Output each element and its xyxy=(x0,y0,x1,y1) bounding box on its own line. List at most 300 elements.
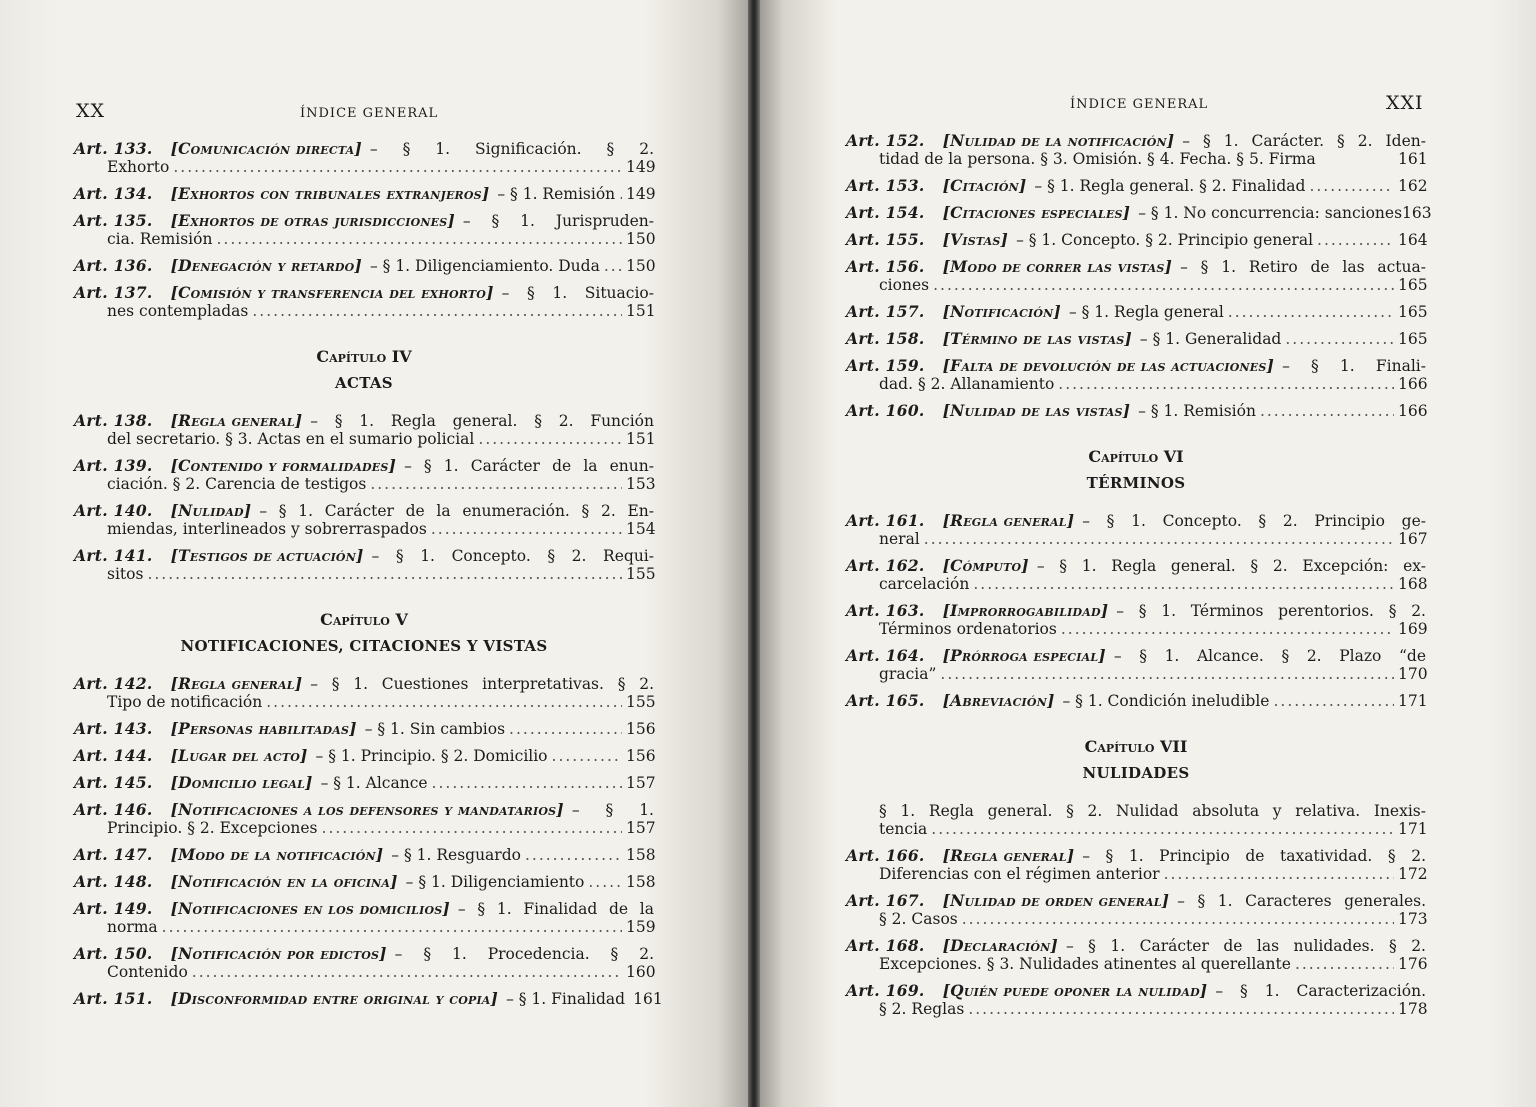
chapter-title: NOTIFICACIONES, CITACIONES Y VISTAS xyxy=(180,637,548,655)
article-title: [Improrrogabilidad] xyxy=(942,601,1109,620)
dot-leader xyxy=(1309,177,1394,195)
dot-leader xyxy=(1164,865,1394,883)
chapter-title: NULIDADES xyxy=(1082,764,1190,782)
dot-leader xyxy=(266,693,622,711)
article-number: Art. 143. xyxy=(74,719,153,738)
entry-line xyxy=(846,402,1426,420)
dot-leader xyxy=(1295,955,1394,973)
entry-line xyxy=(74,185,654,203)
article-number: Art. 167. xyxy=(846,891,925,910)
article-title: [Citaciones especiales] xyxy=(942,203,1131,222)
dot-leader xyxy=(1273,692,1394,710)
entry-description: ciones xyxy=(879,276,930,294)
entry-description: – § 1. Retiro de las actua- xyxy=(1180,258,1426,276)
article-title: [Nulidad de las vistas] xyxy=(942,401,1131,420)
article-title: [Testigos de actuación] xyxy=(170,546,364,565)
entry-line xyxy=(74,412,654,430)
index-entry xyxy=(846,132,1426,168)
entry-description: – § 1. Principio de taxatividad. § 2. xyxy=(1082,847,1426,865)
page-reference: 161 xyxy=(1398,150,1428,168)
index-entry xyxy=(74,185,654,203)
page-number: XXI xyxy=(1386,92,1424,114)
entry-line xyxy=(846,892,1426,910)
entry-description: – § 1. Carácter. § 2. Iden- xyxy=(1182,132,1426,150)
article-number: Art. 148. xyxy=(74,872,153,891)
entry-line xyxy=(846,820,1426,838)
entry-line xyxy=(846,802,1426,820)
running-head: ÍNDICE GENERAL xyxy=(300,106,439,121)
entry-description: – § 1. Generalidad xyxy=(1139,330,1282,348)
article-title: [Exhortos con tribunales extranjeros] xyxy=(170,184,490,203)
entry-line xyxy=(74,846,654,864)
article-number: Art. 137. xyxy=(74,283,153,302)
dot-leader xyxy=(619,185,622,203)
entry-line xyxy=(846,258,1426,276)
entry-line xyxy=(74,675,654,693)
page-reference: 156 xyxy=(626,720,656,738)
dot-leader xyxy=(1058,375,1394,393)
entry-description: – § 1. Regla general. § 2. Función xyxy=(310,412,654,430)
dot-leader xyxy=(1061,620,1394,638)
page-reference: 163 xyxy=(1402,204,1432,222)
article-number: Art. 156. xyxy=(846,257,925,276)
page-reference: 165 xyxy=(1398,276,1428,294)
entry-description: Principio. § 2. Excepciones xyxy=(107,819,318,837)
entry-description: Excepciones. § 3. Nulidades atinentes al querellante xyxy=(879,955,1291,973)
entry-line xyxy=(846,647,1426,665)
entry-description: Tipo de notificación xyxy=(107,693,263,711)
page-reference: 149 xyxy=(626,185,656,203)
article-number: Art. 159. xyxy=(846,356,925,375)
index-entry xyxy=(74,945,654,981)
article-number: Art. 152. xyxy=(846,131,925,150)
article-title: [Vistas] xyxy=(942,230,1009,249)
article-title: [Notificaciones en los domicilios] xyxy=(170,899,450,918)
page-reference: 171 xyxy=(1398,692,1428,710)
page-reference: 165 xyxy=(1398,303,1428,321)
entry-line xyxy=(846,357,1426,375)
page-reference: 170 xyxy=(1398,665,1428,683)
entry-line xyxy=(74,158,654,176)
entry-description: norma xyxy=(107,918,158,936)
index-entry xyxy=(846,647,1426,683)
page-reference: 161 xyxy=(633,990,663,1008)
index-entry xyxy=(74,502,654,538)
page-reference: 169 xyxy=(1398,620,1428,638)
entry-description: – § 1. Concepto. § 2. Requi- xyxy=(371,547,654,565)
left-page xyxy=(0,0,748,1107)
index-entry xyxy=(846,330,1426,348)
dot-leader xyxy=(604,257,622,275)
index-entry xyxy=(74,212,654,248)
entry-description: sitos xyxy=(107,565,144,583)
entry-line xyxy=(74,900,654,918)
entry-description: Diferencias con el régimen anterior xyxy=(879,865,1160,883)
index-entry xyxy=(846,177,1426,195)
article-title: [Término de las vistas] xyxy=(942,329,1132,348)
entry-line xyxy=(74,801,654,819)
entry-description: tidad de la persona. § 3. Omisión. § 4. Fecha. § 5. Firma xyxy=(879,150,1316,168)
index-entry xyxy=(846,982,1426,1018)
entry-description: del secretario. § 3. Actas en el sumario policial xyxy=(107,430,475,448)
dot-leader xyxy=(588,873,622,891)
article-number: Art. 150. xyxy=(74,944,153,963)
dot-leader xyxy=(1228,303,1394,321)
entry-line xyxy=(74,774,654,792)
article-title: [Prórroga especial] xyxy=(942,646,1106,665)
entry-description: – § 1. Remisión xyxy=(1138,402,1256,420)
entry-line xyxy=(846,375,1426,393)
chapter-title: TÉRMINOS xyxy=(1086,474,1186,492)
entry-description: – § 1. Carácter de las nulidades. § 2. xyxy=(1065,937,1426,955)
entry-description: § 1. Regla general. § 2. Nulidad absoluta y relativa. Inexis- xyxy=(879,802,1426,820)
entry-line xyxy=(74,140,654,158)
page-reference: 151 xyxy=(626,302,656,320)
entry-description: – § 1. Términos perentorios. § 2. xyxy=(1116,602,1426,620)
page-reference: 149 xyxy=(626,158,656,176)
dot-leader xyxy=(962,910,1394,928)
entry-line xyxy=(74,457,654,475)
article-title: [Falta de devolución de las actuaciones] xyxy=(942,356,1275,375)
page-reference: 158 xyxy=(626,846,656,864)
dot-leader xyxy=(478,430,622,448)
entry-line xyxy=(846,910,1426,928)
entry-description: – § 1. Diligenciamiento. Duda xyxy=(369,257,600,275)
page-reference: 167 xyxy=(1398,530,1428,548)
article-number: Art. 161. xyxy=(846,511,925,530)
page-reference: 176 xyxy=(1398,955,1428,973)
entry-description: dad. § 2. Allanamiento xyxy=(879,375,1055,393)
entry-line xyxy=(74,430,654,448)
book-spine xyxy=(748,0,760,1107)
page-reference: 162 xyxy=(1398,177,1428,195)
index-entry xyxy=(846,512,1426,548)
article-number: Art. 157. xyxy=(846,302,925,321)
article-title: [Regla general] xyxy=(170,411,303,430)
entry-description: – § 1. Alcance xyxy=(320,774,428,792)
dot-leader xyxy=(431,520,622,538)
entry-description: – § 1. Situacio- xyxy=(501,284,654,302)
page-reference: 166 xyxy=(1398,402,1428,420)
article-number: Art. 151. xyxy=(74,989,153,1008)
article-number: Art. 166. xyxy=(846,846,925,865)
article-title: [Quién puede oponer la nulidad] xyxy=(942,981,1208,1000)
article-number: Art. 145. xyxy=(74,773,153,792)
entry-line xyxy=(74,284,654,302)
entry-description: Contenido xyxy=(107,963,188,981)
article-title: [Regla general] xyxy=(942,511,1075,530)
index-entry xyxy=(74,747,654,765)
entry-line xyxy=(74,565,654,583)
dot-leader xyxy=(1285,330,1394,348)
entry-description: ciación. § 2. Carencia de testigos xyxy=(107,475,367,493)
index-entry xyxy=(74,675,654,711)
index-entry xyxy=(74,140,654,176)
dot-leader xyxy=(162,918,622,936)
entry-line xyxy=(74,720,654,738)
article-number: Art. 165. xyxy=(846,691,925,710)
article-title: [Contenido y formalidades] xyxy=(170,456,397,475)
index-entry xyxy=(846,692,1426,710)
index-entry xyxy=(74,257,654,275)
article-number: Art. 169. xyxy=(846,981,925,1000)
entry-description: – § 1. Finalidad de la xyxy=(457,900,654,918)
entry-line xyxy=(846,1000,1426,1018)
entry-line xyxy=(846,620,1426,638)
entry-line xyxy=(846,203,1432,222)
index-entry xyxy=(846,402,1426,420)
entry-line xyxy=(74,257,654,275)
dot-leader xyxy=(940,665,1394,683)
entry-line xyxy=(846,512,1426,530)
index-entry xyxy=(74,774,654,792)
dot-leader xyxy=(924,530,1394,548)
entry-description: gracia” xyxy=(879,665,937,683)
index-entry xyxy=(74,547,654,583)
article-title: [Regla general] xyxy=(170,674,303,693)
article-title: [Denegación y retardo] xyxy=(170,256,362,275)
entry-description: – § 1. Resguardo xyxy=(391,846,521,864)
article-number: Art. 158. xyxy=(846,329,925,348)
entry-line xyxy=(74,918,654,936)
chapter-label: Capítulo VII xyxy=(1084,737,1188,756)
article-title: [Regla general] xyxy=(942,846,1075,865)
dot-leader xyxy=(252,302,622,320)
dot-leader xyxy=(173,158,622,176)
article-number: Art. 136. xyxy=(74,256,153,275)
page-reference: 158 xyxy=(626,873,656,891)
page-reference: 157 xyxy=(626,819,656,837)
dot-leader xyxy=(973,575,1394,593)
entry-description: – § 1. Procedencia. § 2. xyxy=(394,945,654,963)
page-reference: 151 xyxy=(626,430,656,448)
article-number: Art. 160. xyxy=(846,401,925,420)
article-title: [Exhortos de otras jurisdicciones] xyxy=(170,211,455,230)
dot-leader xyxy=(322,819,622,837)
entry-line xyxy=(74,873,654,891)
dot-leader xyxy=(432,774,622,792)
entry-description: Términos ordenatorios xyxy=(879,620,1057,638)
index-entry xyxy=(74,457,654,493)
article-title: [Cómputo] xyxy=(942,556,1029,575)
entry-description: cia. Remisión xyxy=(107,230,213,248)
entry-line xyxy=(74,502,654,520)
index-entry xyxy=(74,720,654,738)
entry-line xyxy=(846,665,1426,683)
entry-description: – § 1. Principio. § 2. Domicilio xyxy=(315,747,548,765)
page-reference: 156 xyxy=(626,747,656,765)
entry-line xyxy=(74,693,654,711)
entry-line xyxy=(846,847,1426,865)
article-number: Art. 149. xyxy=(74,899,153,918)
article-title: [Abreviación] xyxy=(942,691,1055,710)
index-entry xyxy=(846,303,1426,321)
page-reference: 178 xyxy=(1398,1000,1428,1018)
entry-description: tencia xyxy=(879,820,928,838)
entry-line xyxy=(846,575,1426,593)
page-reference: 150 xyxy=(626,230,656,248)
article-title: [Modo de la notificación] xyxy=(170,845,384,864)
article-title: [Nulidad] xyxy=(170,501,252,520)
article-title: [Disconformidad entre original y copia] xyxy=(170,989,499,1008)
right-page xyxy=(760,0,1536,1107)
article-number: Art. 142. xyxy=(74,674,153,693)
chapter-label: Capítulo VI xyxy=(1088,447,1184,466)
index-entry xyxy=(74,801,654,837)
page-reference: 155 xyxy=(626,565,656,583)
page-number: XX xyxy=(76,100,106,122)
entry-description: – § 1. Caracteres generales. xyxy=(1177,892,1426,910)
entry-description: – § 1. Regla general. § 2. Finalidad xyxy=(1034,177,1306,195)
index-entry xyxy=(846,258,1426,294)
running-head: ÍNDICE GENERAL xyxy=(1070,97,1209,112)
article-number: Art. 164. xyxy=(846,646,925,665)
article-number: Art. 138. xyxy=(74,411,153,430)
article-number: Art. 134. xyxy=(74,184,153,203)
index-entry xyxy=(846,203,1432,222)
article-number: Art. 154. xyxy=(846,203,925,222)
entry-line xyxy=(846,955,1426,973)
article-title: [Personas habilitadas] xyxy=(170,719,357,738)
entry-line xyxy=(74,547,654,565)
entry-line xyxy=(74,747,654,765)
page-reference: 173 xyxy=(1398,910,1428,928)
page-reference: 155 xyxy=(626,693,656,711)
entry-description: nes contempladas xyxy=(107,302,249,320)
entry-description: – § 1. Remisión xyxy=(497,185,616,203)
entry-line xyxy=(846,132,1426,150)
entry-line xyxy=(846,937,1426,955)
dot-leader xyxy=(192,963,622,981)
dot-leader xyxy=(525,846,622,864)
entry-line xyxy=(846,231,1426,249)
entry-line xyxy=(74,475,654,493)
page-reference: 164 xyxy=(1398,231,1428,249)
index-entry xyxy=(74,873,654,891)
entry-line xyxy=(846,177,1426,195)
article-number: Art. 139. xyxy=(74,456,153,475)
entry-description: – § 1. No concurrencia: sanciones xyxy=(1138,204,1403,222)
index-column xyxy=(846,131,1432,1027)
article-number: Art. 168. xyxy=(846,936,925,955)
entry-description: – § 1. Finali- xyxy=(1282,357,1426,375)
chapter-label: Capítulo IV xyxy=(316,347,412,366)
entry-description: § 2. Casos xyxy=(879,910,958,928)
index-column xyxy=(74,139,663,1017)
entry-description: – § 1. Condición ineludible xyxy=(1062,692,1270,710)
dot-leader xyxy=(931,820,1394,838)
page-reference: 168 xyxy=(1398,575,1428,593)
entry-description: – § 1. Carácter de la enun- xyxy=(404,457,654,475)
entry-line xyxy=(74,212,654,230)
page-reference: 159 xyxy=(626,918,656,936)
dot-leader xyxy=(1260,402,1394,420)
entry-description: – § 1. Finalidad xyxy=(506,990,626,1008)
article-title: [Notificación] xyxy=(942,302,1061,321)
dot-leader xyxy=(216,230,622,248)
entry-description: – § 1. Regla general. § 2. Excepción: ex- xyxy=(1036,557,1426,575)
index-entry xyxy=(74,846,654,864)
entry-line xyxy=(74,520,654,538)
entry-description: Exhorto xyxy=(107,158,170,176)
article-number: Art. 147. xyxy=(74,845,153,864)
article-number: Art. 144. xyxy=(74,746,153,765)
entry-description: miendas, interlineados y sobrerraspados xyxy=(107,520,427,538)
page-reference: 157 xyxy=(626,774,656,792)
article-number: Art. 146. xyxy=(74,800,153,819)
dot-leader xyxy=(968,1000,1394,1018)
entry-line xyxy=(74,819,654,837)
entry-description: – § 1. Carácter de la enumeración. § 2. En- xyxy=(259,502,654,520)
chapter-label: Capítulo V xyxy=(320,610,408,629)
article-number: Art. 153. xyxy=(846,176,925,195)
dot-leader xyxy=(933,276,1394,294)
page-reference: 166 xyxy=(1398,375,1428,393)
entry-description: – § 1. Regla general xyxy=(1068,303,1224,321)
entry-line xyxy=(846,602,1426,620)
page-reference: 154 xyxy=(626,520,656,538)
article-title: [Nulidad de orden general] xyxy=(942,891,1170,910)
article-title: [Notificaciones a los defensores y mandatarios] xyxy=(170,800,564,819)
entry-line xyxy=(74,989,663,1008)
article-title: [Declaración] xyxy=(942,936,1058,955)
article-title: [Citación] xyxy=(942,176,1027,195)
article-title: [Domicilio legal] xyxy=(170,773,313,792)
article-title: [Nulidad de la notificación] xyxy=(942,131,1175,150)
entry-line xyxy=(74,945,654,963)
dot-leader xyxy=(1317,231,1394,249)
entry-description: – § 1. Significación. § 2. xyxy=(369,140,654,158)
entry-description: – § 1. Jurispruden- xyxy=(462,212,654,230)
index-entry xyxy=(846,847,1426,883)
index-entry xyxy=(846,357,1426,393)
article-title: [Comisión y transferencia del exhorto] xyxy=(170,283,494,302)
entry-description: – § 1. xyxy=(571,801,654,819)
article-title: [Comunicación directa] xyxy=(170,139,362,158)
page-reference: 150 xyxy=(626,257,656,275)
entry-description: § 2. Reglas xyxy=(879,1000,965,1018)
chapter-title: ACTAS xyxy=(335,374,393,392)
article-title: [Lugar del acto] xyxy=(170,746,308,765)
page-reference: 153 xyxy=(626,475,656,493)
index-entry xyxy=(846,602,1426,638)
dot-leader xyxy=(552,747,622,765)
entry-line xyxy=(74,302,654,320)
entry-line xyxy=(846,692,1426,710)
entry-description: – § 1. Concepto. § 2. Principio ge- xyxy=(1082,512,1426,530)
dot-leader xyxy=(147,565,622,583)
index-entry xyxy=(846,802,1426,838)
index-entry xyxy=(846,892,1426,928)
entry-line xyxy=(74,230,654,248)
index-entry xyxy=(846,937,1426,973)
page-reference: 172 xyxy=(1398,865,1428,883)
entry-description: – § 1. Concepto. § 2. Principio general xyxy=(1016,231,1314,249)
article-number: Art. 162. xyxy=(846,556,925,575)
article-number: Art. 135. xyxy=(74,211,153,230)
entry-line xyxy=(846,530,1426,548)
entry-line xyxy=(846,303,1426,321)
article-title: [Notificación en la oficina] xyxy=(170,872,398,891)
article-number: Art. 155. xyxy=(846,230,925,249)
entry-line xyxy=(846,150,1426,168)
entry-line xyxy=(846,865,1426,883)
entry-description: – § 1. Sin cambios xyxy=(364,720,506,738)
entry-description: – § 1. Cuestiones interpretativas. § 2. xyxy=(310,675,654,693)
index-entry xyxy=(846,231,1426,249)
index-entry xyxy=(74,989,663,1008)
dot-leader xyxy=(509,720,622,738)
